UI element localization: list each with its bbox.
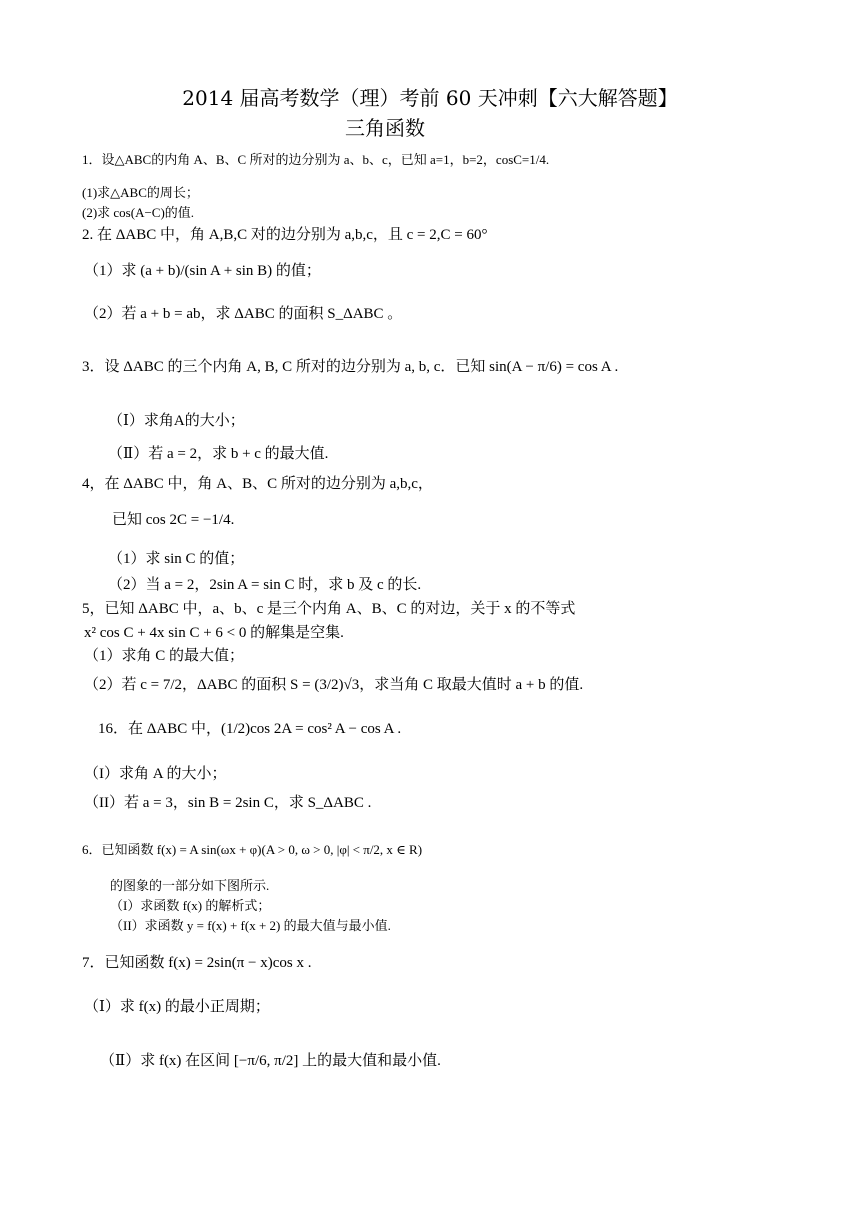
problem-7-text: 7．已知函数 f(x) = 2sin(π − x)cos x . [82,955,312,971]
problem-7-part-2: （Ⅱ）求 f(x) 在区间 [−π/6, π/2] 上的最大值和最小值. [100,1053,441,1069]
problem-3-text: 3．设 ΔABC 的三个内角 A, B, C 所对的边分别为 a, b, c．已知 sin(A − π/6) = cos A . [82,359,619,375]
problem-6-part-2: （II）求函数 y = f(x) + f(x + 2) 的最大值与最小值. [110,918,391,933]
problem-7-part-1: （Ⅰ）求 f(x) 的最小正周期； [84,999,270,1015]
problem-6-part-1: （I）求函数 f(x) 的解析式； [110,898,271,913]
doc-subtitle: 三角函数 [345,116,425,140]
problem-6-text: 6．已知函数 f(x) = A sin(ωx + φ)(A > 0, ω > 0, |φ| < π/2, x ∈ R) [82,842,423,857]
problem-5-text: 5，已知 ΔABC 中，a、b、c 是三个内角 A、B、C 的对边，关于 x 的不等式 [82,601,576,617]
problem-16-part-2: （II）若 a = 3，sin B = 2sin C，求 S_ΔABC . [84,795,372,811]
problem-4-text: 4，在 ΔABC 中，角 A、B、C 所对的边分别为 a,b,c， [82,476,433,492]
problem-2-part-2: （2）若 a + b = ab，求 ΔABC 的面积 S_ΔABC 。 [84,306,403,322]
doc-title: 2014 届高考数学（理）考前 60 天冲刺【六大解答题】 [182,86,678,110]
problem-5-part-1: （1）求角 C 的最大值； [84,648,245,664]
problem-6-figure-note: 的图象的一部分如下图所示. [110,878,270,893]
problem-4-part-2: （2）当 a = 2，2sin A = sin C 时，求 b 及 c 的长. [108,577,422,593]
problem-16-text: 16．在 ΔABC 中，(1/2)cos 2A = cos² A − cos A . [98,721,402,737]
problem-5-inequality: x² cos C + 4x sin C + 6 < 0 的解集是空集. [84,625,344,641]
problem-4-part-1: （1）求 sin C 的值； [108,551,245,567]
problem-2-text: 2. 在 ΔABC 中，角 A,B,C 对的边分别为 a,b,c，且 c = 2,C = 60° [82,227,488,243]
problem-3-part-2: （Ⅱ）若 a = 2，求 b + c 的最大值. [108,446,329,462]
problem-2-part-1: （1）求 (a + b)/(sin A + sin B) 的值； [84,263,321,279]
problem-1-part-2: (2)求 cos(A−C)的值. [82,205,195,220]
problem-4-given: 已知 cos 2C = −1/4. [112,512,235,528]
problem-16-part-1: （I）求角 A 的大小； [84,766,227,782]
problem-5-part-2: （2）若 c = 7/2，ΔABC 的面积 S = (3/2)√3，求当角 C 取最大值时 a + b 的值. [84,677,584,693]
problem-3-part-1: （Ⅰ）求角A的大小； [108,413,245,429]
problem-1-text: 1．设△ABC的内角 A、B、C 所对的边分别为 a、b、c，已知 a=1，b=2，cosC=1/4. [82,152,550,167]
problem-1-part-1: (1)求△ABC的周长； [82,185,199,200]
